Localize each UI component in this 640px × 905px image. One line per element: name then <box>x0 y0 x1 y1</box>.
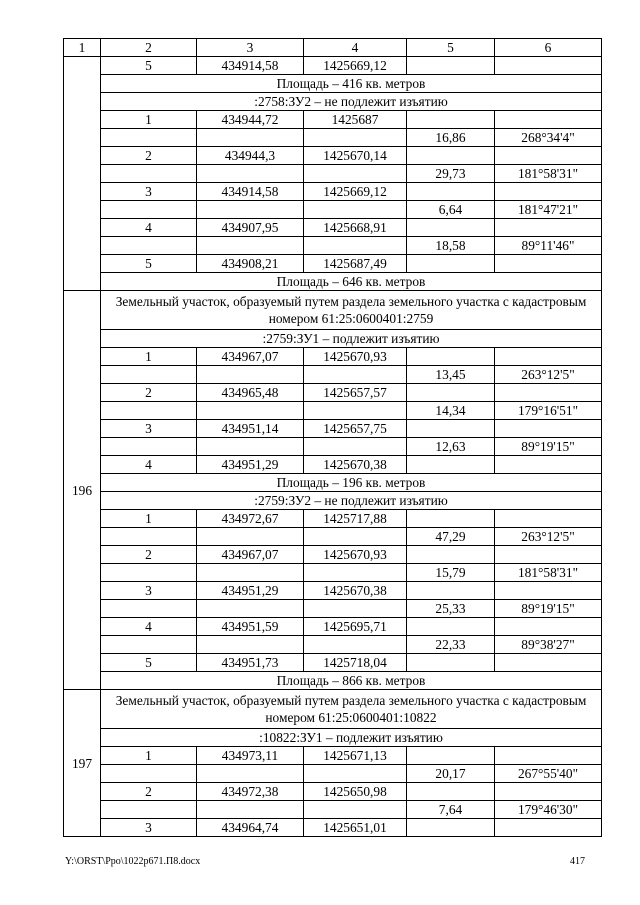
point-number-cell: 3 <box>101 819 197 837</box>
empty-cell <box>495 420 602 438</box>
y-coordinate-cell: 1425651,01 <box>304 819 407 837</box>
point-row <box>64 747 602 765</box>
empty-cell <box>407 384 495 402</box>
segment-row <box>64 366 602 384</box>
point-number-cell: 1 <box>101 111 197 129</box>
merged-text-cell: Площадь – 866 кв. метров <box>101 672 602 690</box>
angle-cell: 179°16'51" <box>495 402 602 420</box>
empty-cell <box>101 129 197 147</box>
angle-cell: 179°46'30" <box>495 801 602 819</box>
empty-cell <box>304 528 407 546</box>
empty-cell <box>495 147 602 165</box>
parcel-number-cell: 197 <box>64 690 101 837</box>
merged-row <box>64 729 602 747</box>
point-number-cell: 2 <box>101 783 197 801</box>
page-number: 417 <box>570 856 585 867</box>
point-number-cell: 4 <box>101 456 197 474</box>
point-row <box>64 219 602 237</box>
y-coordinate-cell: 1425695,71 <box>304 618 407 636</box>
point-row <box>64 255 602 273</box>
segment-row <box>64 801 602 819</box>
distance-cell: 6,64 <box>407 201 495 219</box>
empty-cell <box>101 366 197 384</box>
footer-file-path: Y:\ORST\Ppo\1022p671.П8.docx <box>65 856 201 867</box>
merged-row <box>64 492 602 510</box>
empty-cell <box>197 129 304 147</box>
x-coordinate-cell: 434951,14 <box>197 420 304 438</box>
x-coordinate-cell: 434951,29 <box>197 456 304 474</box>
parcel-number-cell: 196 <box>64 291 101 690</box>
empty-cell <box>407 219 495 237</box>
y-coordinate-cell: 1425670,38 <box>304 582 407 600</box>
merged-row <box>64 330 602 348</box>
point-number-cell: 5 <box>101 654 197 672</box>
y-coordinate-cell: 1425671,13 <box>304 747 407 765</box>
empty-cell <box>407 57 495 75</box>
point-row <box>64 147 602 165</box>
empty-cell <box>407 582 495 600</box>
parcel-description-row <box>64 291 602 330</box>
point-number-cell: 1 <box>101 348 197 366</box>
point-number-cell: 2 <box>101 384 197 402</box>
point-row <box>64 384 602 402</box>
empty-cell <box>197 438 304 456</box>
x-coordinate-cell: 434972,67 <box>197 510 304 528</box>
empty-cell <box>407 654 495 672</box>
y-coordinate-cell: 1425670,93 <box>304 546 407 564</box>
y-coordinate-cell: 1425657,57 <box>304 384 407 402</box>
empty-cell <box>407 510 495 528</box>
y-coordinate-cell: 1425670,93 <box>304 348 407 366</box>
coordinates-table <box>63 38 602 837</box>
header-cell: 5 <box>407 39 495 57</box>
distance-cell: 22,33 <box>407 636 495 654</box>
empty-cell <box>101 528 197 546</box>
distance-cell: 29,73 <box>407 165 495 183</box>
empty-cell <box>407 618 495 636</box>
point-number-cell: 5 <box>101 57 197 75</box>
empty-cell <box>304 165 407 183</box>
empty-cell <box>101 165 197 183</box>
empty-cell <box>197 237 304 255</box>
empty-cell <box>304 636 407 654</box>
empty-cell <box>304 765 407 783</box>
angle-cell: 268°34'4" <box>495 129 602 147</box>
empty-cell <box>407 819 495 837</box>
distance-cell: 14,34 <box>407 402 495 420</box>
merged-text-cell: :2758:ЗУ2 – не подлежит изъятию <box>101 93 602 111</box>
merged-row <box>64 474 602 492</box>
point-row <box>64 348 602 366</box>
x-coordinate-cell: 434951,29 <box>197 582 304 600</box>
empty-cell <box>197 801 304 819</box>
merged-text-cell: Площадь – 646 кв. метров <box>101 273 602 291</box>
point-number-cell: 1 <box>101 747 197 765</box>
distance-cell: 7,64 <box>407 801 495 819</box>
y-coordinate-cell: 1425657,75 <box>304 420 407 438</box>
merged-text-cell: Площадь – 196 кв. метров <box>101 474 602 492</box>
empty-cell <box>407 348 495 366</box>
point-row <box>64 456 602 474</box>
empty-cell <box>495 255 602 273</box>
segment-row <box>64 402 602 420</box>
distance-cell: 13,45 <box>407 366 495 384</box>
y-coordinate-cell: 1425687 <box>304 111 407 129</box>
empty-cell <box>101 201 197 219</box>
angle-cell: 263°12'5" <box>495 366 602 384</box>
x-coordinate-cell: 434967,07 <box>197 348 304 366</box>
y-coordinate-cell: 1425687,49 <box>304 255 407 273</box>
empty-cell <box>197 402 304 420</box>
empty-cell <box>304 366 407 384</box>
x-coordinate-cell: 434944,3 <box>197 147 304 165</box>
point-number-cell: 4 <box>101 618 197 636</box>
empty-cell <box>197 636 304 654</box>
empty-cell <box>197 528 304 546</box>
empty-cell <box>197 366 304 384</box>
distance-cell: 20,17 <box>407 765 495 783</box>
angle-cell: 89°11'46" <box>495 237 602 255</box>
y-coordinate-cell: 1425718,04 <box>304 654 407 672</box>
merged-row <box>64 672 602 690</box>
segment-row <box>64 765 602 783</box>
angle-cell: 89°19'15" <box>495 600 602 618</box>
empty-cell <box>407 783 495 801</box>
point-row <box>64 546 602 564</box>
merged-row <box>64 273 602 291</box>
point-number-cell: 3 <box>101 183 197 201</box>
empty-cell <box>101 564 197 582</box>
distance-cell: 15,79 <box>407 564 495 582</box>
segment-row <box>64 636 602 654</box>
merged-row <box>64 93 602 111</box>
x-coordinate-cell: 434908,21 <box>197 255 304 273</box>
empty-cell <box>197 765 304 783</box>
empty-cell <box>304 801 407 819</box>
distance-cell: 25,33 <box>407 600 495 618</box>
header-cell: 2 <box>101 39 197 57</box>
empty-cell <box>495 384 602 402</box>
segment-row <box>64 528 602 546</box>
angle-cell: 181°47'21" <box>495 201 602 219</box>
y-coordinate-cell: 1425650,98 <box>304 783 407 801</box>
empty-cell <box>101 765 197 783</box>
point-number-cell: 4 <box>101 219 197 237</box>
empty-cell <box>495 654 602 672</box>
empty-cell <box>101 402 197 420</box>
merged-text-cell: :2759:ЗУ1 – подлежит изъятию <box>101 330 602 348</box>
empty-cell <box>197 564 304 582</box>
empty-cell <box>407 111 495 129</box>
x-coordinate-cell: 434944,72 <box>197 111 304 129</box>
segment-row <box>64 600 602 618</box>
empty-cell <box>495 783 602 801</box>
empty-cell <box>407 255 495 273</box>
empty-cell <box>495 456 602 474</box>
parcel-description-row <box>64 690 602 729</box>
angle-cell: 89°38'27" <box>495 636 602 654</box>
angle-cell: 267°55'40" <box>495 765 602 783</box>
empty-cell <box>304 402 407 420</box>
point-number-cell: 5 <box>101 255 197 273</box>
x-coordinate-cell: 434914,58 <box>197 57 304 75</box>
y-coordinate-cell: 1425669,12 <box>304 183 407 201</box>
point-row <box>64 183 602 201</box>
empty-cell <box>407 420 495 438</box>
empty-cell <box>101 600 197 618</box>
merged-text-cell: :2759:ЗУ2 – не подлежит изъятию <box>101 492 602 510</box>
empty-cell <box>495 348 602 366</box>
point-number-cell: 2 <box>101 147 197 165</box>
distance-cell: 12,63 <box>407 438 495 456</box>
point-row <box>64 111 602 129</box>
empty-cell <box>197 201 304 219</box>
y-coordinate-cell: 1425668,91 <box>304 219 407 237</box>
empty-cell <box>407 147 495 165</box>
x-coordinate-cell: 434972,38 <box>197 783 304 801</box>
empty-cell <box>304 201 407 219</box>
parcel-description-cell: Земельный участок, образуемый путем раздела земельного участка с кадастровым номером 61:25:0600401:2759 <box>101 291 602 330</box>
x-coordinate-cell: 434914,58 <box>197 183 304 201</box>
empty-cell <box>495 111 602 129</box>
empty-cell <box>101 438 197 456</box>
segment-row <box>64 201 602 219</box>
x-coordinate-cell: 434967,07 <box>197 546 304 564</box>
empty-cell <box>197 165 304 183</box>
merged-text-cell: Площадь – 416 кв. метров <box>101 75 602 93</box>
point-row <box>64 510 602 528</box>
empty-cell <box>101 801 197 819</box>
angle-cell: 181°58'31" <box>495 165 602 183</box>
empty-cell <box>495 57 602 75</box>
x-coordinate-cell: 434964,74 <box>197 819 304 837</box>
point-row <box>64 819 602 837</box>
distance-cell: 47,29 <box>407 528 495 546</box>
segment-row <box>64 237 602 255</box>
parcel-description-cell: Земельный участок, образуемый путем раздела земельного участка с кадастровым номером 61:25:0600401:10822 <box>101 690 602 729</box>
angle-cell: 89°19'15" <box>495 438 602 456</box>
angle-cell: 181°58'31" <box>495 564 602 582</box>
segment-row <box>64 564 602 582</box>
empty-cell <box>495 618 602 636</box>
point-row <box>64 618 602 636</box>
empty-cell <box>101 636 197 654</box>
empty-cell <box>495 510 602 528</box>
merged-row <box>64 75 602 93</box>
point-number-cell: 3 <box>101 582 197 600</box>
x-coordinate-cell: 434951,59 <box>197 618 304 636</box>
y-coordinate-cell: 1425670,14 <box>304 147 407 165</box>
point-row <box>64 582 602 600</box>
empty-cell <box>407 546 495 564</box>
empty-cell <box>304 564 407 582</box>
segment-row <box>64 129 602 147</box>
empty-cell <box>407 747 495 765</box>
empty-cell <box>495 183 602 201</box>
empty-cell <box>304 438 407 456</box>
parcel-number-cell <box>64 57 101 291</box>
y-coordinate-cell: 1425670,38 <box>304 456 407 474</box>
empty-cell <box>304 237 407 255</box>
point-row <box>64 57 602 75</box>
empty-cell <box>101 237 197 255</box>
empty-cell <box>495 546 602 564</box>
x-coordinate-cell: 434907,95 <box>197 219 304 237</box>
segment-row <box>64 438 602 456</box>
distance-cell: 18,58 <box>407 237 495 255</box>
distance-cell: 16,86 <box>407 129 495 147</box>
point-number-cell: 3 <box>101 420 197 438</box>
header-cell: 6 <box>495 39 602 57</box>
y-coordinate-cell: 1425717,88 <box>304 510 407 528</box>
point-number-cell: 1 <box>101 510 197 528</box>
empty-cell <box>407 183 495 201</box>
x-coordinate-cell: 434965,48 <box>197 384 304 402</box>
header-cell: 4 <box>304 39 407 57</box>
empty-cell <box>495 819 602 837</box>
empty-cell <box>495 747 602 765</box>
point-row <box>64 654 602 672</box>
x-coordinate-cell: 434951,73 <box>197 654 304 672</box>
x-coordinate-cell: 434973,11 <box>197 747 304 765</box>
point-row <box>64 783 602 801</box>
header-cell: 3 <box>197 39 304 57</box>
empty-cell <box>197 600 304 618</box>
header-row <box>64 39 602 57</box>
empty-cell <box>495 219 602 237</box>
point-row <box>64 420 602 438</box>
empty-cell <box>495 582 602 600</box>
y-coordinate-cell: 1425669,12 <box>304 57 407 75</box>
empty-cell <box>304 600 407 618</box>
point-number-cell: 2 <box>101 546 197 564</box>
angle-cell: 263°12'5" <box>495 528 602 546</box>
merged-text-cell: :10822:ЗУ1 – подлежит изъятию <box>101 729 602 747</box>
empty-cell <box>304 129 407 147</box>
empty-cell <box>407 456 495 474</box>
segment-row <box>64 165 602 183</box>
header-cell: 1 <box>64 39 101 57</box>
